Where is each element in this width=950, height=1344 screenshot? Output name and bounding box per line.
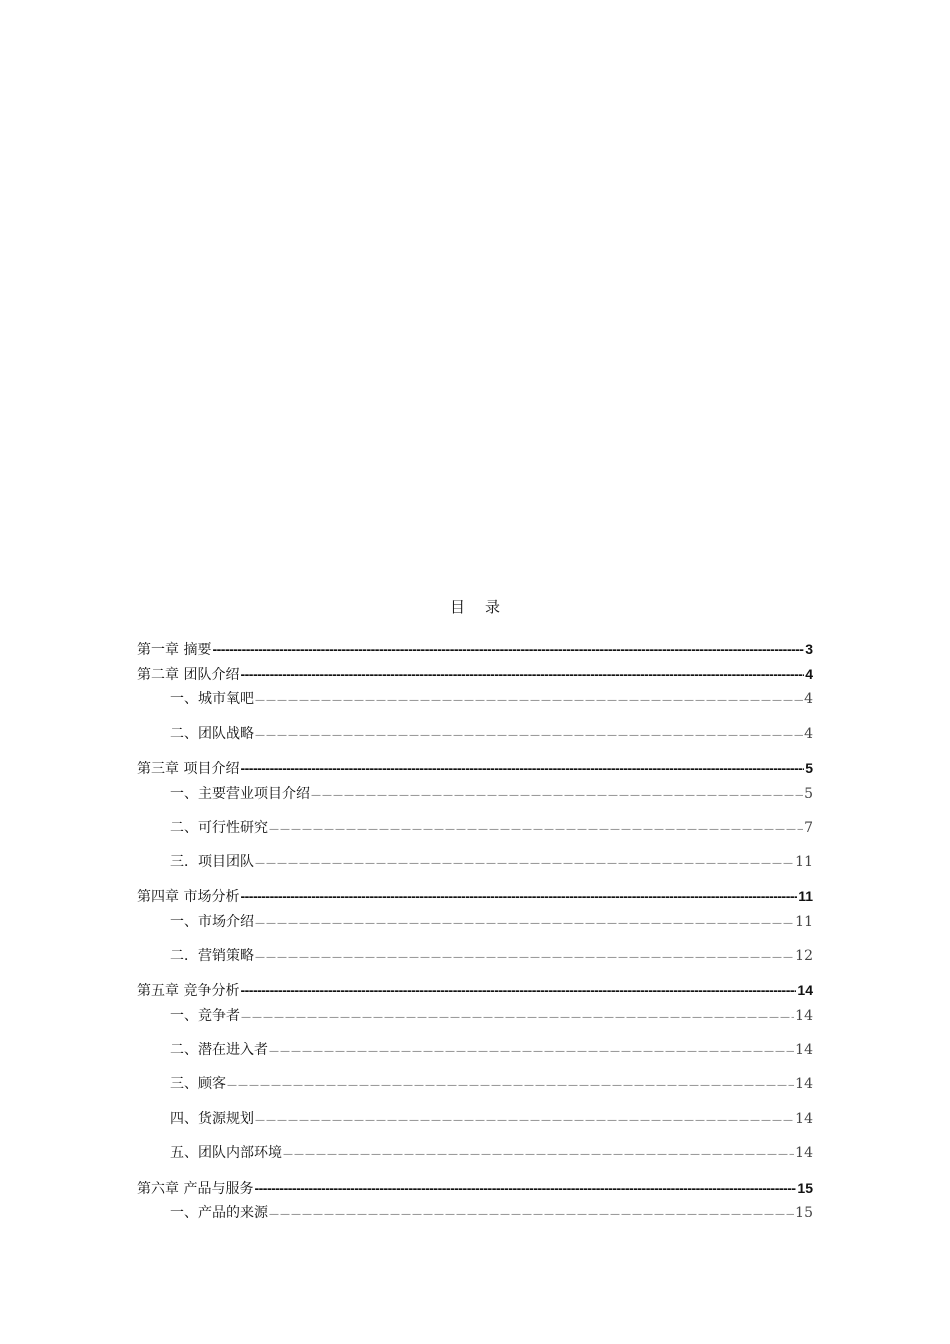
toc-page-number: 4 [805, 666, 813, 682]
toc-entry-label: 三、顾客 [170, 1076, 226, 1092]
toc-entry-label: 四、货源规划 [170, 1111, 254, 1127]
toc-entry-label: 一、主要营业项目介绍 [170, 786, 310, 802]
toc-entry-label: 第四章 市场分析 [137, 889, 240, 905]
toc-entry-label: 一、市场介绍 [170, 914, 254, 930]
toc-page-number: 11 [798, 888, 813, 904]
toc-section-entry[interactable] [170, 689, 813, 711]
toc-section-entry[interactable] [170, 1040, 813, 1062]
toc-section-entry[interactable] [170, 724, 813, 746]
toc-page-number: 5 [804, 786, 813, 802]
toc-leader-dashes [240, 664, 804, 685]
toc-entry-label: 二、可行性研究 [170, 820, 268, 836]
toc-leader-dashes [255, 852, 794, 874]
toc-entry-label: 第五章 竞争分析 [137, 983, 240, 999]
toc-page-number: 7 [804, 820, 813, 836]
toc-entry-label: 第三章 项目介绍 [137, 761, 240, 777]
toc-leader-dashes [283, 1143, 794, 1165]
toc-leader-dashes [255, 912, 794, 934]
toc-leader-dashes [240, 758, 804, 779]
toc-entry-label: 二．营销策略 [170, 948, 254, 964]
toc-entry-label: 第一章 摘要 [137, 642, 212, 658]
toc-section-entry[interactable] [170, 1074, 813, 1096]
toc-section-entry[interactable] [170, 1143, 813, 1165]
toc-entry-label: 二、团队战略 [170, 726, 254, 742]
toc-entry-label: 二、潜在进入者 [170, 1042, 268, 1058]
toc-leader-dashes [212, 639, 804, 660]
toc-title: 目录 [449, 598, 520, 616]
toc-page-number: 15 [797, 1180, 813, 1196]
toc-section-entry[interactable] [170, 818, 813, 840]
toc-page-number: 14 [795, 1076, 813, 1092]
toc-section-entry[interactable] [170, 912, 813, 934]
toc-leader-dashes [269, 818, 803, 840]
toc-page-number: 11 [795, 914, 813, 930]
toc-page-number: 14 [795, 1042, 813, 1058]
toc-chapter-entry[interactable] [137, 1178, 813, 1199]
toc-leader-dashes [255, 724, 803, 746]
toc-entry-label: 一、城市氧吧 [170, 691, 254, 707]
toc-page-number: 4 [804, 726, 813, 742]
toc-chapter-entry[interactable] [137, 664, 813, 685]
toc-leader-dashes [255, 689, 803, 711]
toc-leader-dashes [255, 1109, 794, 1131]
toc-chapter-entry[interactable] [137, 639, 813, 660]
toc-entry-label: 三．项目团队 [170, 854, 254, 870]
toc-leader-dashes [254, 1178, 796, 1199]
toc-entry-label: 一、竞争者 [170, 1008, 240, 1024]
toc-entry-label: 第二章 团队介绍 [137, 667, 240, 683]
toc-leader-dashes [241, 1006, 794, 1028]
toc-section-entry[interactable] [170, 1109, 813, 1131]
toc-page-number: 4 [804, 691, 813, 707]
toc-page-number: 14 [795, 1111, 813, 1127]
toc-page-number: 14 [795, 1008, 813, 1024]
toc-chapter-entry[interactable] [137, 980, 813, 1001]
toc-page-number: 15 [795, 1205, 813, 1221]
toc-entry-label: 一、产品的来源 [170, 1205, 268, 1221]
toc-leader-dashes [269, 1203, 794, 1225]
toc-section-entry[interactable] [170, 852, 813, 874]
toc-leader-dashes [269, 1040, 794, 1062]
toc-leader-dashes [255, 946, 794, 968]
toc-section-entry[interactable] [170, 1006, 813, 1028]
toc-section-entry[interactable] [170, 784, 813, 806]
toc-page-number: 5 [805, 760, 813, 776]
toc-chapter-entry[interactable] [137, 758, 813, 779]
toc-chapter-entry[interactable] [137, 886, 813, 907]
toc-entry-label: 第六章 产品与服务 [137, 1181, 254, 1197]
toc-page-number: 14 [795, 1145, 813, 1161]
toc-page-number: 11 [795, 854, 813, 870]
toc-leader-dashes [240, 980, 796, 1001]
toc-leader-dashes [227, 1074, 794, 1096]
toc-section-entry[interactable] [170, 1203, 813, 1225]
toc-section-entry[interactable] [170, 946, 813, 968]
toc-leader-dashes [240, 886, 797, 907]
toc-page-number: 3 [805, 641, 813, 657]
toc-leader-dashes [311, 784, 803, 806]
toc-page-number: 12 [795, 948, 813, 964]
toc-entry-label: 五、团队内部环境 [170, 1145, 282, 1161]
toc-page-number: 14 [797, 982, 813, 998]
